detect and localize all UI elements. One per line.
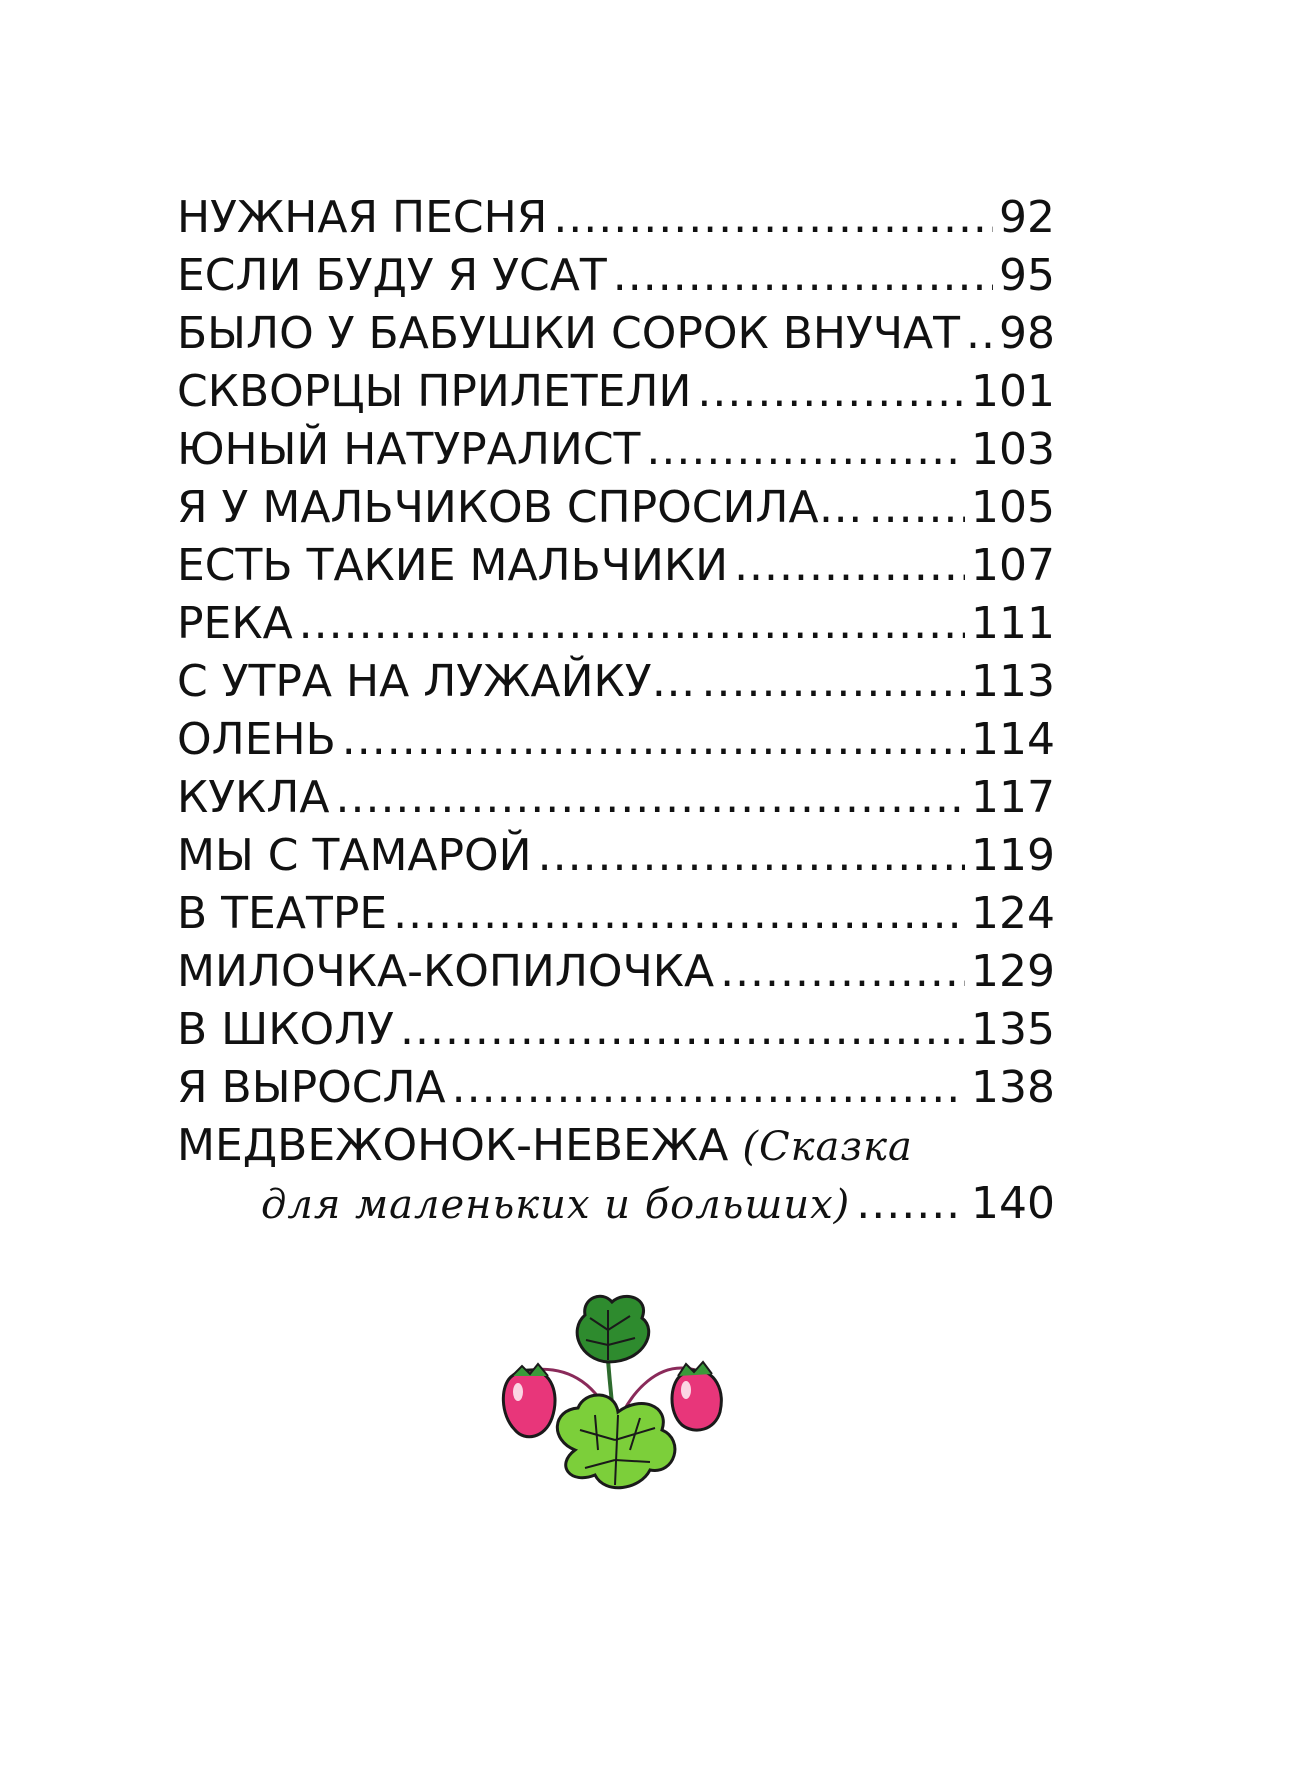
dot-leader	[734, 537, 965, 595]
toc-entry-title: МИЛОЧКА-КОПИЛОЧКА	[177, 946, 715, 997]
strawberry-plant-icon	[490, 1290, 760, 1520]
dot-leader	[966, 305, 993, 363]
toc-entry-title: ЕСЛИ БУДУ Я УСАТ	[177, 250, 607, 301]
toc-entry-title: МЫ С ТАМАРОЙ	[177, 830, 532, 881]
toc-entry-page: 129	[971, 946, 1055, 997]
toc-entry[interactable]	[177, 943, 1055, 1001]
toc-entry[interactable]	[177, 537, 1055, 595]
toc-entry-title: С УТРА НА ЛУЖАЙКУ…	[177, 656, 696, 707]
toc-entry-title: БЫЛО У БАБУШКИ СОРОК ВНУЧАТ	[177, 308, 960, 359]
toc-entry[interactable]	[177, 1001, 1055, 1059]
toc-entry-page: 111	[971, 598, 1055, 649]
toc-entry-title: В ШКОЛУ	[177, 1004, 394, 1055]
dot-leader	[720, 943, 965, 1001]
dot-leader	[452, 1059, 965, 1117]
toc-entry-title: НУЖНАЯ ПЕСНЯ	[177, 192, 548, 243]
toc-entry-page: 140	[971, 1178, 1055, 1229]
toc-entry-page: 114	[971, 714, 1055, 765]
toc-entry[interactable]	[177, 769, 1055, 827]
toc-entry[interactable]	[177, 595, 1055, 653]
toc-entry-title: КУКЛА	[177, 772, 330, 823]
toc-entry[interactable]	[177, 827, 1055, 885]
toc-entry-title: ЮНЫЙ НАТУРАЛИСТ	[177, 424, 641, 475]
toc-entry-page: 107	[971, 540, 1055, 591]
toc-entry-title: РЕКА	[177, 598, 293, 649]
toc-entry[interactable]	[177, 189, 1055, 247]
dot-leader	[299, 595, 965, 653]
dot-leader	[342, 711, 965, 769]
toc-entry[interactable]	[177, 1059, 1055, 1117]
toc-entry-title: ЕСТЬ ТАКИЕ МАЛЬЧИКИ	[177, 540, 729, 591]
dot-leader	[697, 363, 965, 421]
toc-entry-page: 98	[999, 308, 1055, 359]
dot-leader	[856, 1175, 965, 1233]
toc-entry-subtitle-line1: (Сказка	[742, 1124, 913, 1170]
dot-leader	[869, 479, 965, 537]
table-of-contents	[177, 189, 1055, 1233]
toc-entry-title: МЕДВЕЖОНОК-НЕВЕЖА	[177, 1120, 729, 1171]
toc-entry-subtitle-line2: для маленьких и больших)	[261, 1182, 851, 1228]
toc-entry-page: 95	[999, 250, 1055, 301]
toc-entry[interactable]	[177, 711, 1055, 769]
toc-entry-page: 105	[971, 482, 1055, 533]
toc-entry[interactable]	[177, 421, 1055, 479]
dot-leader	[393, 885, 965, 943]
dot-leader	[553, 189, 993, 247]
toc-entry[interactable]	[177, 305, 1055, 363]
toc-entry-page: 101	[971, 366, 1055, 417]
dot-leader	[538, 827, 965, 885]
toc-entry-page: 119	[971, 830, 1055, 881]
dot-leader	[335, 769, 965, 827]
toc-entry[interactable]	[177, 479, 1055, 537]
toc-entry[interactable]	[177, 885, 1055, 943]
toc-entry-title: СКВОРЦЫ ПРИЛЕТЕЛИ	[177, 366, 692, 417]
toc-entry-page: 138	[971, 1062, 1055, 1113]
toc-entry[interactable]	[177, 363, 1055, 421]
toc-entry-page: 117	[971, 772, 1055, 823]
toc-entry-page: 92	[999, 192, 1055, 243]
toc-entry-last-heading[interactable]	[177, 1117, 1055, 1175]
toc-entry-page: 135	[971, 1004, 1055, 1055]
toc-entry-page: 103	[971, 424, 1055, 475]
toc-entry[interactable]	[177, 653, 1055, 711]
dot-leader	[646, 421, 965, 479]
dot-leader	[702, 653, 965, 711]
dot-leader	[613, 247, 993, 305]
toc-entry[interactable]	[177, 1175, 1055, 1233]
toc-entry-page: 113	[971, 656, 1055, 707]
dot-leader	[400, 1001, 965, 1059]
toc-entry-title: Я ВЫРОСЛА	[177, 1062, 446, 1113]
toc-entry[interactable]	[177, 247, 1055, 305]
toc-entry-title: В ТЕАТРЕ	[177, 888, 388, 939]
toc-entry-title: Я У МАЛЬЧИКОВ СПРОСИЛА…	[177, 482, 863, 533]
toc-entry-page: 124	[971, 888, 1055, 939]
toc-entry-title: ОЛЕНЬ	[177, 714, 336, 765]
